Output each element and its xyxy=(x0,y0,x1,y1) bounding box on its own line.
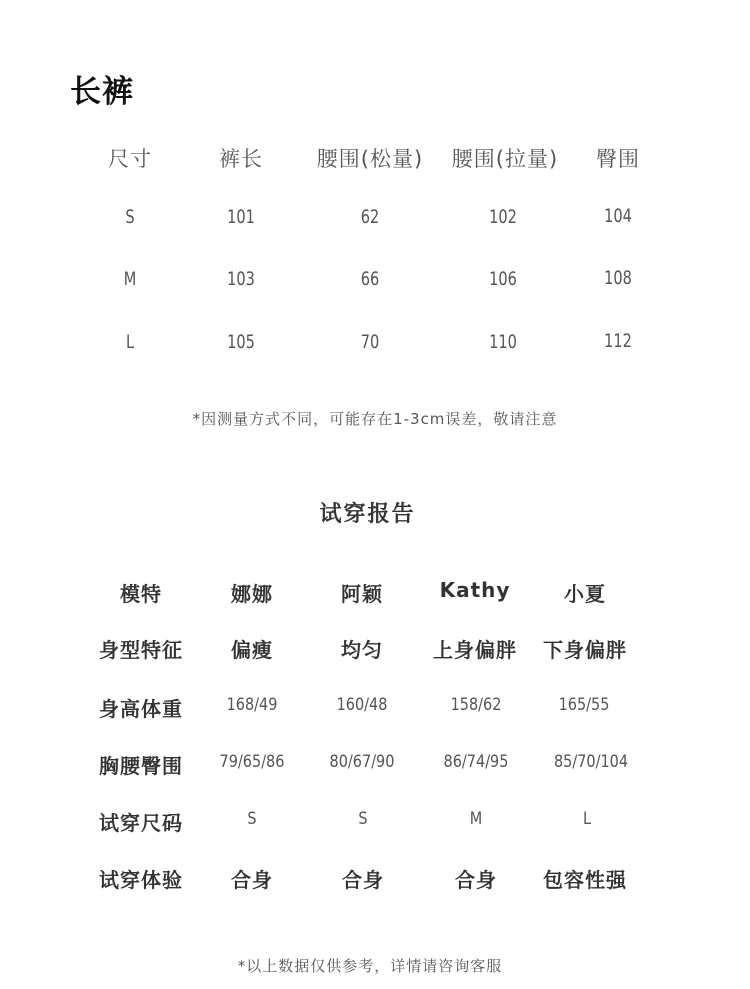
fit-cell: 合身 xyxy=(455,868,497,892)
fit-report-title: 试穿报告 xyxy=(319,502,416,527)
model-name: Kathy xyxy=(439,578,511,602)
size-cell: 105 xyxy=(227,331,255,353)
size-cell: 102 xyxy=(489,206,517,228)
size-cell: M xyxy=(123,268,137,290)
model-name: 小夏 xyxy=(564,582,606,606)
fit-cell: 均匀 xyxy=(341,638,383,662)
size-cell: 112 xyxy=(604,330,632,352)
size-cell: 110 xyxy=(489,331,517,353)
model-name: 娜娜 xyxy=(231,582,273,606)
size-cell: S xyxy=(125,206,135,228)
fit-cell: 80/67/90 xyxy=(329,752,395,772)
fit-cell: 79/65/86 xyxy=(219,752,285,772)
fit-cell: 168/49 xyxy=(226,695,278,715)
fit-cell: 165/55 xyxy=(558,695,610,715)
fit-cell: M xyxy=(469,809,483,829)
fit-row-label: 身型特征 xyxy=(99,638,183,662)
fit-cell: 85/70/104 xyxy=(553,752,629,772)
fit-row-label: 胸腰臀围 xyxy=(99,754,183,778)
fit-header-model: 模特 xyxy=(120,582,162,606)
fit-cell: 160/48 xyxy=(336,695,388,715)
fit-cell: 下身偏胖 xyxy=(543,638,627,662)
size-header-waist-relaxed: 腰围(松量) xyxy=(316,147,424,171)
fit-row-label: 试穿尺码 xyxy=(99,811,183,835)
fit-cell: 合身 xyxy=(342,868,384,892)
fit-cell: 86/74/95 xyxy=(443,752,509,772)
fit-cell: 包容性强 xyxy=(543,868,627,892)
fit-cell: S xyxy=(247,809,257,829)
size-header-size: 尺寸 xyxy=(108,147,152,171)
size-header-length: 裤长 xyxy=(219,147,263,171)
measurement-note: *因测量方式不同，可能存在1-3cm误差，敬请注意 xyxy=(192,410,558,428)
fit-cell: 上身偏胖 xyxy=(433,638,517,662)
size-cell: 106 xyxy=(489,268,517,290)
size-cell: 66 xyxy=(360,268,380,290)
model-name: 阿颖 xyxy=(341,582,383,606)
page-title: 长裤 xyxy=(70,74,134,110)
fit-cell: S xyxy=(358,809,368,829)
size-cell: 62 xyxy=(360,206,380,228)
fit-row-label: 试穿体验 xyxy=(99,868,183,892)
size-header-waist-stretched: 腰围(拉量) xyxy=(451,147,559,171)
fit-row-label: 身高体重 xyxy=(99,697,183,721)
fit-cell: 158/62 xyxy=(450,695,502,715)
size-cell: 108 xyxy=(604,267,632,289)
reference-note: *以上数据仅供参考，详情请咨询客服 xyxy=(237,957,503,975)
size-cell: 104 xyxy=(604,205,632,227)
fit-cell: 偏瘦 xyxy=(231,638,273,662)
size-header-hip: 臀围 xyxy=(596,147,640,171)
size-cell: 101 xyxy=(227,206,255,228)
fit-cell: 合身 xyxy=(231,868,273,892)
fit-cell: L xyxy=(582,809,592,829)
size-cell: 103 xyxy=(227,268,255,290)
size-cell: 70 xyxy=(360,331,380,353)
size-cell: L xyxy=(125,331,135,353)
